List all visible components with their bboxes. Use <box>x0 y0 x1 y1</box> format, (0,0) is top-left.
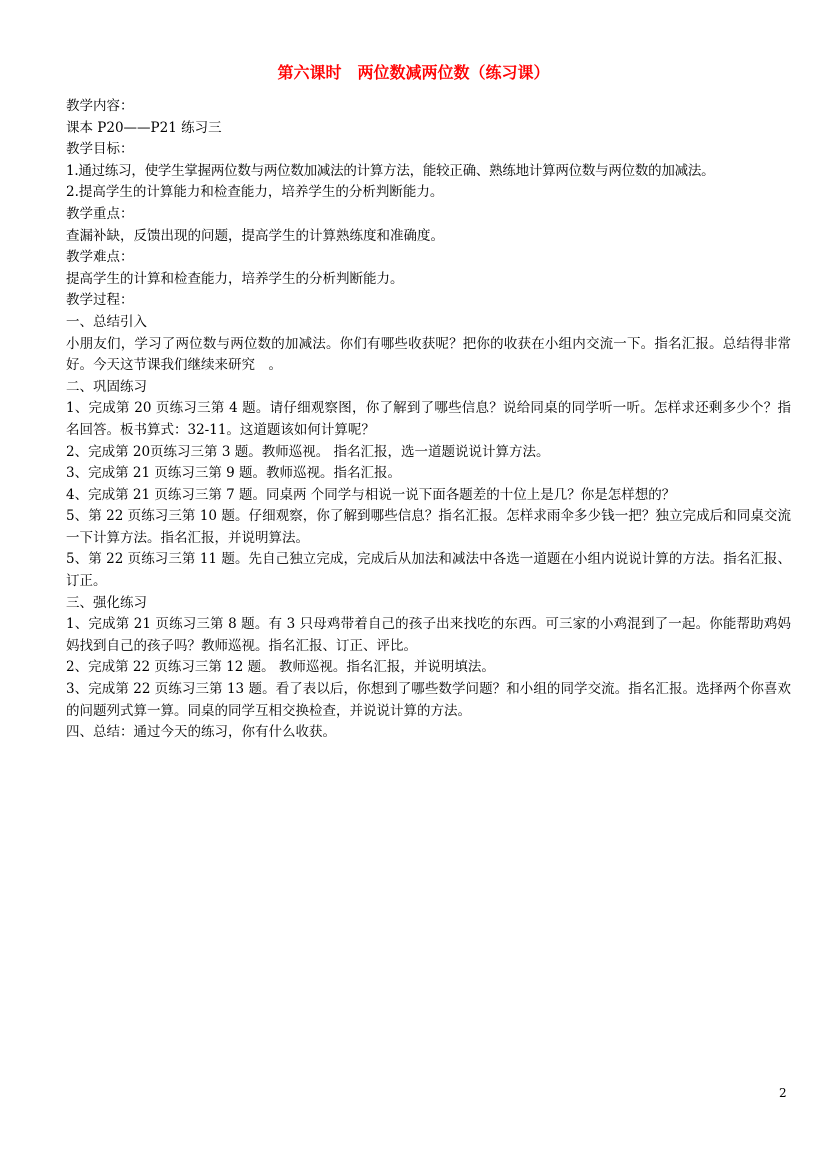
difficulties-text: 提高学生的计算和检查能力，培养学生的分析判断能力。 <box>66 270 404 287</box>
goal-1: 1.通过练习，使学生掌握两位数与两位数加减法的计算方法，能较正确、熟练地计算两位数与两位数的加减法。 <box>66 162 715 179</box>
document-title: 第六课时 两位数减两位数（练习课） <box>277 63 550 82</box>
label-teaching-process: 教学过程： <box>66 292 134 309</box>
label-teaching-goals: 教学目标： <box>66 141 134 158</box>
label-difficulties: 教学难点： <box>66 249 134 266</box>
page-number: 2 <box>779 1086 787 1100</box>
textbook-reference: 课本 P20——P21 练习三 <box>66 119 222 136</box>
section-3-heading: 三、强化练习 <box>66 594 147 611</box>
s2-item-2: 2、完成第 20页练习三第 3 题。教师巡视。 指名汇报，选一道题说说计算方法。 <box>66 443 550 460</box>
s3-item-3: 3、完成第 22 页练习三第 13 题。看了表以后，你想到了哪些数学问题？和小组的同学交流。指名汇报。选择两个你喜欢的问题列式算一算。同桌的同学互相交换检查，并说说计算的方法。 <box>66 681 791 719</box>
s3-item-2: 2、完成第 22 页练习三第 12 题。 教师巡视。指名汇报，并说明填法。 <box>66 659 495 676</box>
document-body <box>66 96 791 744</box>
intro-paragraph <box>0 334 791 377</box>
label-key-points: 教学重点： <box>66 205 134 222</box>
section-2-heading: 二、巩固练习 <box>66 378 147 395</box>
s2-item-5: 5、第 22 页练习三第 10 题。仔细观察，你了解到哪些信息？指名汇报。怎样求雨伞多少钱一把？独立完成后和同桌交流一下计算方法。指名汇报，并说明算法。 <box>66 508 791 546</box>
s3-item-1: 1、完成第 21 页练习三第 8 题。有 3 只母鸡带着自己的孩子出来找吃的东西。可三家的小鸡混到了一起。你能帮助鸡妈妈找到自己的孩子吗？教师巡视。指名汇报、订正、评比。 <box>66 616 791 654</box>
s2-item-1: 1、完成第 20 页练习三第 4 题。请仔细观察图，你了解到了哪些信息？说给同桌的同学听一听。怎样求还剩多少个？指名回答。板书算式：32-11。这道题该如何计算呢？ <box>66 400 791 438</box>
section-4-summary: 四、总结：通过今天的练习，你有什么收获。 <box>66 724 336 741</box>
intro-text: 小朋友们，学习了两位数与两位数的加减法。你们有哪些收获呢？把你的收获在小组内交流一下。指名汇报。总结得非常好。今天这节课我们继续来研究 。 <box>66 335 791 374</box>
s2-item-6: 5、第 22 页练习三第 11 题。先自己独立完成，完成后从加法和减法中各选一道题在小组内说说计算的方法。指名汇报、订正。 <box>66 551 791 590</box>
section-1-heading: 一、总结引入 <box>66 313 147 330</box>
key-points-text: 查漏补缺，反馈出现的问题，提高学生的计算熟练度和准确度。 <box>66 227 444 244</box>
s2-item-3: 3、完成第 21 页练习三第 9 题。教师巡视。指名汇报。 <box>66 465 402 482</box>
label-teaching-content: 教学内容： <box>66 98 134 114</box>
s2-item-4: 4、完成第 21 页练习三第 7 题。同桌两 个同学与相说一说下面各题差的十位上是几？你是怎样想的？ <box>66 486 676 503</box>
goal-2: 2.提高学生的计算能力和检查能力，培养学生的分析判断能力。 <box>66 184 444 201</box>
